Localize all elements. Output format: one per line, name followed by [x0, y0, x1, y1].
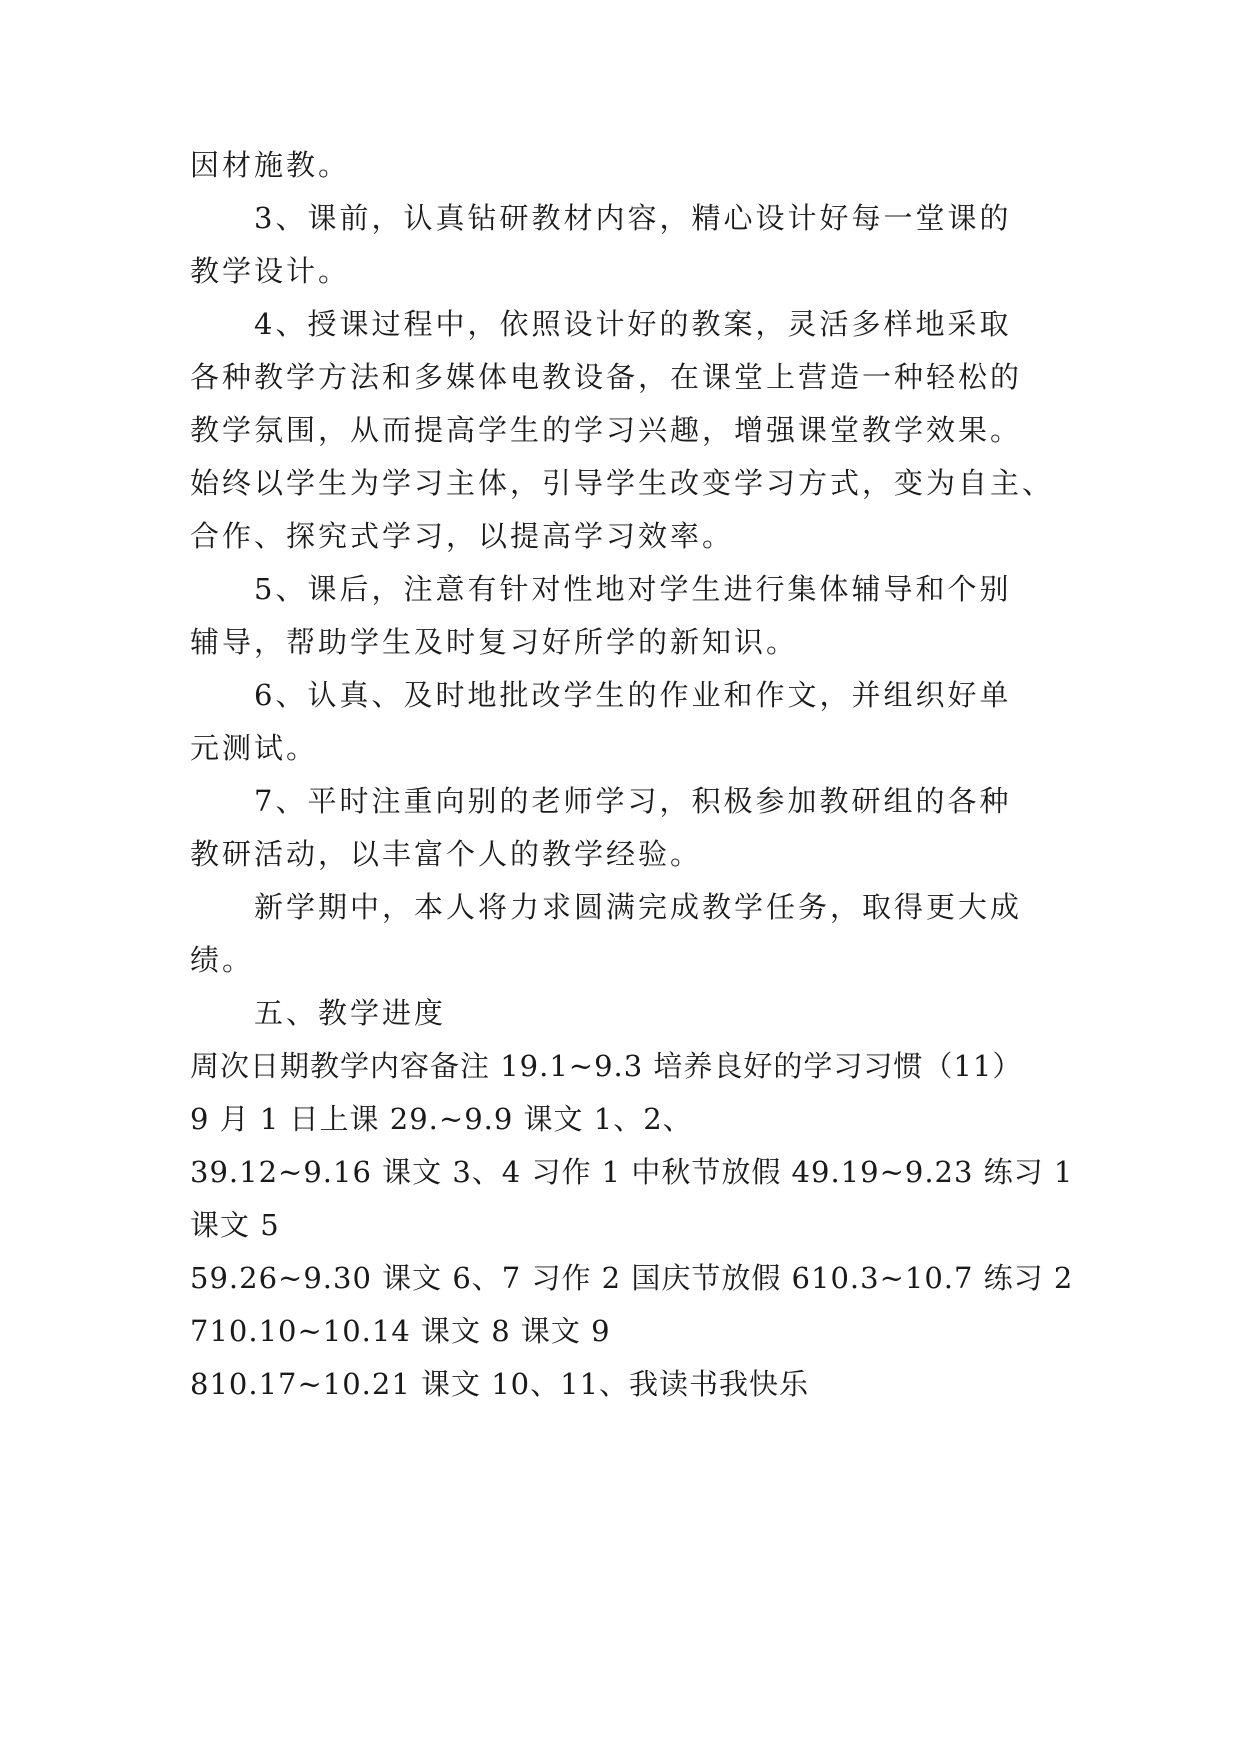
- text-line-15: 新学期中，本人将力求圆满完成教学任务，取得更大成: [254, 890, 1023, 924]
- schedule-line-7: 810.17~10.21 课文 10、11、我读书我快乐: [190, 1367, 810, 1401]
- text-line-1: 因材施教。: [190, 148, 351, 182]
- text-line-11: 6、认真、及时地批改学生的作业和作文，并组织好单: [254, 678, 1012, 712]
- text-line-13: 7、平时注重向别的老师学习，积极参加教研组的各种: [254, 784, 1012, 818]
- text-line-3: 教学设计。: [190, 254, 351, 288]
- text-line-7: 始终以学生为学习主体，引导学生改变学习方式，变为自主、: [190, 466, 1055, 500]
- text-line-4: 4、授课过程中，依照设计好的教案，灵活多样地采取: [254, 307, 1012, 341]
- schedule-line-5: 59.26~9.30 课文 6、7 习作 2 国庆节放假 610.3~10.7 练习 2: [190, 1261, 1074, 1295]
- schedule-line-6: 710.10~10.14 课文 8 课文 9: [190, 1314, 611, 1348]
- schedule-line-1: 周次日期教学内容备注 19.1~9.3 培养良好的学习习惯（11）: [190, 1049, 1023, 1083]
- schedule-line-2: 9 月 1 日上课 29.~9.9 课文 1、2、: [190, 1102, 693, 1136]
- text-line-12: 元测试。: [190, 731, 319, 765]
- section-heading: 五、教学进度: [254, 996, 447, 1030]
- text-line-5: 各种教学方法和多媒体电教设备，在课堂上营造一种轻松的: [190, 360, 1023, 394]
- text-line-2: 3、课前，认真钻研教材内容，精心设计好每一堂课的: [254, 201, 1012, 235]
- text-line-16: 绩。: [190, 943, 255, 977]
- text-line-8: 合作、探究式学习，以提高学习效率。: [190, 519, 735, 553]
- text-line-9: 5、课后，注意有针对性地对学生进行集体辅导和个别: [254, 572, 1012, 606]
- text-line-14: 教研活动，以丰富个人的教学经验。: [190, 837, 703, 871]
- text-line-6: 教学氛围，从而提高学生的学习兴趣，增强课堂教学效果。: [190, 413, 1023, 447]
- schedule-line-3: 39.12~9.16 课文 3、4 习作 1 中秋节放假 49.19~9.23 练习 1: [190, 1155, 1074, 1189]
- schedule-line-4: 课文 5: [190, 1208, 280, 1242]
- text-line-10: 辅导，帮助学生及时复习好所学的新知识。: [190, 625, 799, 659]
